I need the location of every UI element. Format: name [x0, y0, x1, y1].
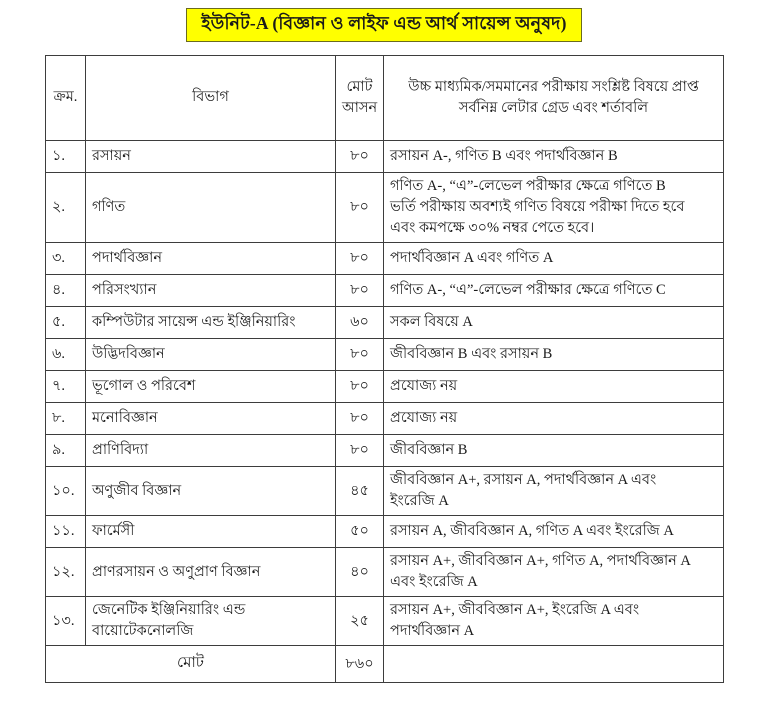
row-department: রসায়ন [86, 141, 336, 173]
row-condition [384, 435, 724, 467]
row-condition-line: রসায়ন A+, জীববিজ্ঞান A+, গণিত A, পদার্থবিজ্ঞান A [390, 553, 691, 570]
header-department: বিভাগ [86, 56, 336, 141]
row-department: কম্পিউটার সায়েন্স এন্ড ইঞ্জিনিয়ারিং [86, 307, 336, 339]
row-condition-line: এবং কমপক্ষে ৩০% নম্বর পেতে হবে। [390, 220, 595, 237]
header-seats [336, 56, 384, 141]
header-condition-line2: সর্বনিম্ন লেটার গ্রেড এবং শর্তাবলি [458, 100, 649, 116]
row-condition-line: ইংরেজি A [390, 493, 449, 510]
row-condition [384, 173, 724, 243]
table-row [46, 516, 724, 548]
table-body [46, 141, 724, 646]
table-row [46, 435, 724, 467]
row-condition [384, 243, 724, 275]
row-department: ভূগোল ও পরিবেশ [86, 371, 336, 403]
page-title: ইউনিট-A (বিজ্ঞান ও লাইফ এন্ড আর্থ সায়েন্স অনুষদ) [186, 8, 581, 42]
row-department: উদ্ভিদবিজ্ঞান [86, 339, 336, 371]
row-condition [384, 371, 724, 403]
row-serial: ১২. [46, 548, 86, 597]
total-condition [384, 646, 724, 683]
header-condition [384, 56, 724, 141]
row-department: অণুজীব বিজ্ঞান [86, 467, 336, 516]
row-department: পরিসংখ্যান [86, 275, 336, 307]
header-condition-line1: উচ্চ মাধ্যমিক/সমমানের পরীক্ষায় সংশ্লিষ্ট বিষয়ে প্রাপ্ত [408, 78, 699, 95]
row-condition-line: গণিত A-, “এ”-লেভেল পরীক্ষার ক্ষেত্রে গণিতে B [390, 178, 666, 194]
row-serial: ৩. [46, 243, 86, 275]
row-condition-line: জীববিজ্ঞান B [390, 442, 468, 459]
table-row [46, 307, 724, 339]
row-serial: ৮. [46, 403, 86, 435]
table-row [46, 597, 724, 646]
row-seats: ৮০ [336, 173, 384, 243]
row-department: গণিত [86, 173, 336, 243]
row-seats: ৮০ [336, 403, 384, 435]
row-condition-line: এবং ইংরেজি A [390, 574, 478, 591]
table-row [46, 141, 724, 173]
row-condition [384, 548, 724, 597]
row-condition [384, 339, 724, 371]
row-seats: ৮০ [336, 243, 384, 275]
row-serial: ৯. [46, 435, 86, 467]
row-serial: ১০. [46, 467, 86, 516]
header-serial: ক্রম. [46, 56, 86, 141]
row-serial: ৬. [46, 339, 86, 371]
table-row [46, 173, 724, 243]
row-serial: ১. [46, 141, 86, 173]
table-footer [46, 646, 724, 683]
total-label: মোট [46, 646, 336, 683]
row-condition-line: জীববিজ্ঞান A+, রসায়ন A, পদার্থবিজ্ঞান A এবং [390, 472, 657, 489]
row-condition-line: ভর্তি পরীক্ষায় অবশ্যই গণিত বিষয়ে পরীক্ষা দিতে হবে [390, 199, 685, 216]
row-seats: ৫০ [336, 516, 384, 548]
row-condition [384, 307, 724, 339]
row-department: মনোবিজ্ঞান [86, 403, 336, 435]
table-row [46, 275, 724, 307]
table-row [46, 243, 724, 275]
header-seats-line2: আসন [342, 100, 378, 116]
admission-table-container [45, 55, 723, 683]
admission-requirements-table [45, 55, 724, 683]
row-seats: ৮০ [336, 275, 384, 307]
row-condition [384, 597, 724, 646]
table-row [46, 371, 724, 403]
row-seats: ৪০ [336, 548, 384, 597]
row-department: পদার্থবিজ্ঞান [86, 243, 336, 275]
table-row [46, 403, 724, 435]
row-seats: ৬০ [336, 307, 384, 339]
total-row [46, 646, 724, 683]
table-row [46, 548, 724, 597]
row-condition-line: প্রযোজ্য নয় [390, 378, 458, 395]
row-condition-line: প্রযোজ্য নয় [390, 410, 458, 427]
row-seats: ৮০ [336, 141, 384, 173]
table-row [46, 339, 724, 371]
table-header [46, 56, 724, 141]
row-condition [384, 516, 724, 548]
row-condition-line: রসায়ন A+, জীববিজ্ঞান A+, ইংরেজি A এবং [390, 602, 640, 619]
row-seats: ৪৫ [336, 467, 384, 516]
row-serial: ২. [46, 173, 86, 243]
row-condition-line: গণিত A-, “এ”-লেভেল পরীক্ষার ক্ষেত্রে গণিতে C [390, 282, 666, 299]
row-department: ফার্মেসী [86, 516, 336, 548]
row-condition [384, 467, 724, 516]
row-seats: ৮০ [336, 435, 384, 467]
row-condition-line: রসায়ন A, জীববিজ্ঞান A, গণিত A এবং ইংরেজি A [390, 523, 674, 540]
total-seats: ৮৬০ [336, 646, 384, 683]
row-department: জেনেটিক ইঞ্জিনিয়ারিং এন্ড বায়োটেকনোলজি [86, 597, 336, 646]
row-department: প্রাণিবিদ্যা [86, 435, 336, 467]
row-condition-line: সকল বিষয়ে A [390, 314, 473, 331]
row-condition [384, 403, 724, 435]
row-condition-line: পদার্থবিজ্ঞান A এবং গণিত A [390, 250, 554, 267]
row-serial: ৫. [46, 307, 86, 339]
row-condition [384, 141, 724, 173]
row-seats: ৮০ [336, 339, 384, 371]
row-serial: ৭. [46, 371, 86, 403]
row-seats: ২৫ [336, 597, 384, 646]
title-container [0, 8, 768, 42]
row-serial: ১১. [46, 516, 86, 548]
row-condition-line: পদার্থবিজ্ঞান A [390, 623, 475, 640]
row-serial: ১৩. [46, 597, 86, 646]
row-condition-line: জীববিজ্ঞান B এবং রসায়ন B [390, 346, 553, 363]
row-condition-line: রসায়ন A-, গণিত B এবং পদার্থবিজ্ঞান B [390, 147, 618, 164]
table-row [46, 467, 724, 516]
row-serial: ৪. [46, 275, 86, 307]
header-seats-line1: মোট [346, 78, 373, 95]
row-seats: ৮০ [336, 371, 384, 403]
row-condition [384, 275, 724, 307]
row-department: প্রাণরসায়ন ও অণুপ্রাণ বিজ্ঞান [86, 548, 336, 597]
table-header-row [46, 56, 724, 141]
